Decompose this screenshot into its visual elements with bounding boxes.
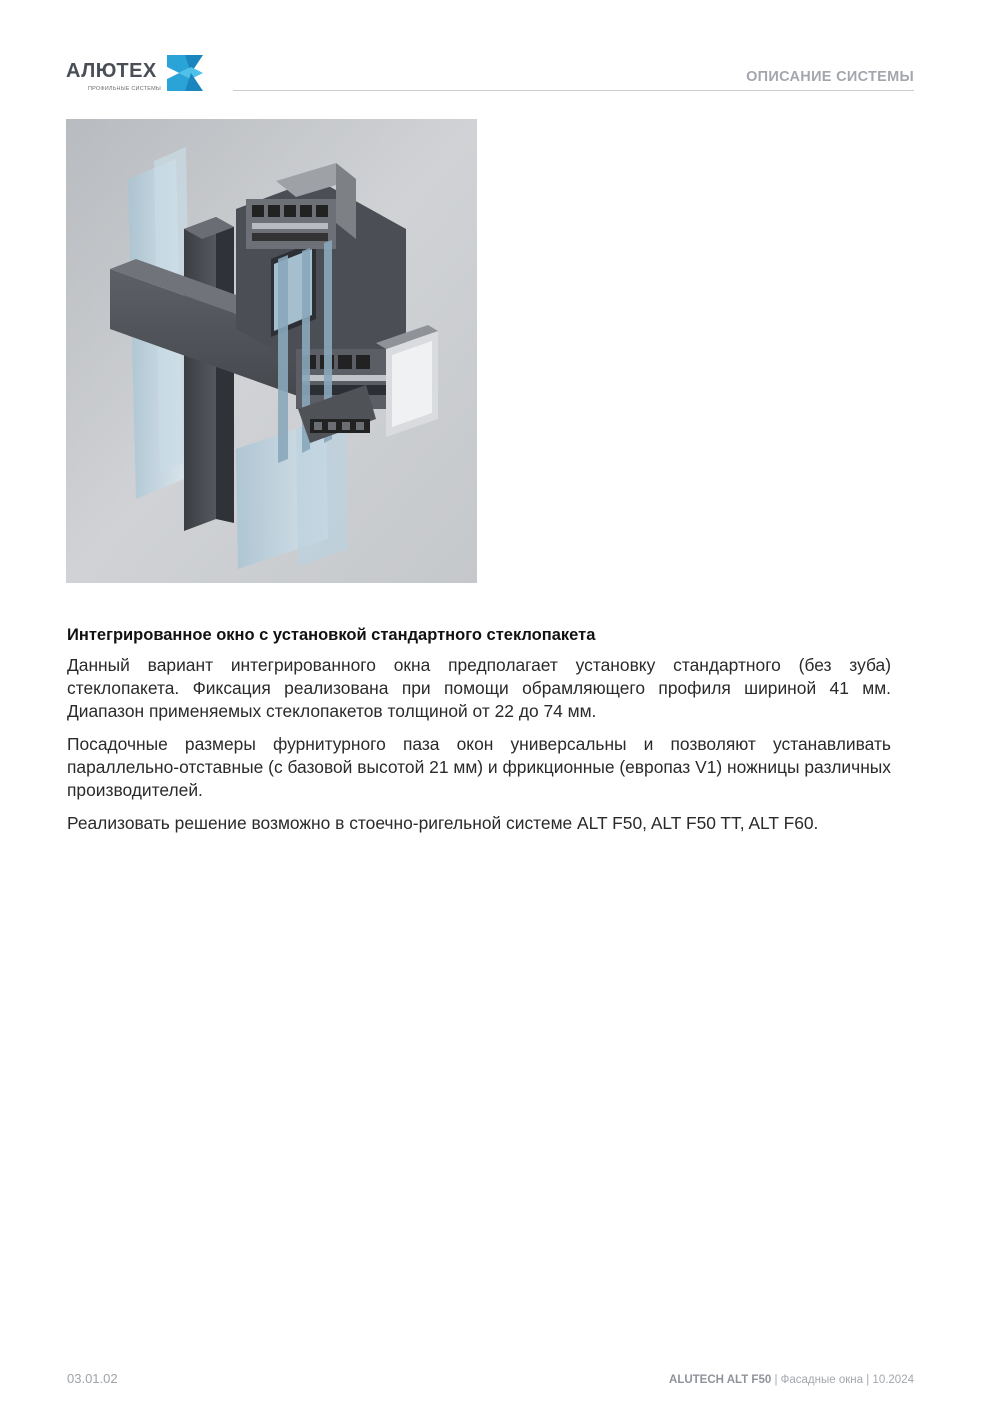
content-heading: Интегрированное окно с установкой стандартного стеклопакета bbox=[67, 626, 596, 644]
footer-meta bbox=[669, 1373, 914, 1387]
header-divider bbox=[233, 90, 914, 91]
footer-date: 10.2024 bbox=[872, 1374, 914, 1386]
paragraph-1: Данный вариант интегрированного окна предполагает установку стандартного (без зуба) стеклопакета. Фиксация реализована при помощи обрамляющего профиля шириной 41 мм. Диапазон применяемых стеклопакетов толщиной от 22 до 74 мм. bbox=[67, 655, 891, 721]
facade-window-render bbox=[66, 119, 477, 583]
paragraph-2: Посадочные размеры фурнитурного паза окон универсальны и позволяют устанавливать параллельно-отставные (с базовой высотой 21 мм) и фрикционные (европаз V1) ножницы различных производителей. bbox=[67, 734, 891, 800]
main-content bbox=[67, 624, 891, 845]
logo-mark-icon bbox=[165, 53, 205, 93]
paragraph-3: Реализовать решение возможно в стоечно-ригельной системе ALT F50, ALT F50 TT, ALT F60. bbox=[67, 813, 819, 833]
footer-brand: ALUTECH ALT F50 bbox=[669, 1374, 772, 1386]
footer-separator: | bbox=[771, 1374, 781, 1386]
page-number: 03.01.02 bbox=[67, 1371, 118, 1386]
logo-wordmark: АЛЮТЕХ bbox=[66, 60, 157, 82]
section-title: ОПИСАНИЕ СИСТЕМЫ bbox=[746, 69, 914, 85]
brand-logo bbox=[66, 52, 211, 96]
logo-subtext: ПРОФИЛЬНЫЕ СИСТЕМЫ bbox=[88, 86, 161, 92]
footer-separator: | bbox=[863, 1374, 873, 1386]
footer-doc-name: Фасадные окна bbox=[780, 1374, 864, 1386]
